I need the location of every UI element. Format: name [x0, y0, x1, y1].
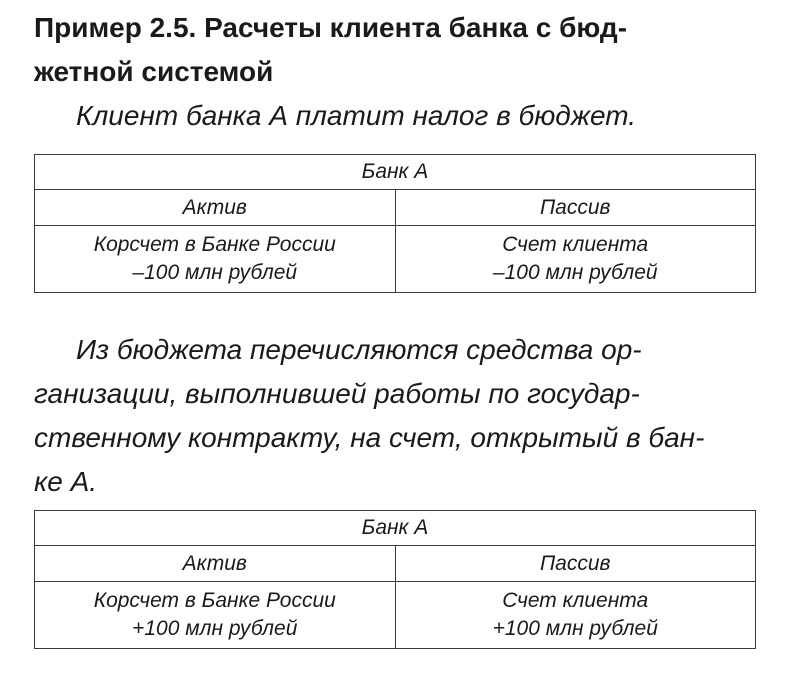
paragraph-transfer [34, 328, 754, 504]
paragraph-tax-text: Клиент банка А платит налог в бюджет. [76, 100, 637, 131]
paragraph-transfer-line4: ке А. [34, 466, 98, 497]
table2-asset-amount: +100 млн рублей [132, 617, 298, 640]
table1-asset-amount: –100 млн рублей [132, 261, 298, 284]
paragraph-tax [34, 94, 636, 138]
heading-line1: Пример 2.5. Расчеты клиента банка с бюд- [34, 12, 628, 43]
balance-table-2 [34, 510, 756, 649]
table1-liabilities-header: Пассив [395, 190, 756, 226]
balance-table-1 [34, 154, 756, 293]
heading-line2: жетной системой [34, 56, 274, 87]
table2-liabilities-cell [395, 582, 756, 649]
table1-assets-header: Актив [35, 190, 396, 226]
table2-assets-cell [35, 582, 396, 649]
table1-liability-amount: –100 млн рублей [492, 261, 658, 284]
table2-asset-account: Корсчет в Банке России [93, 589, 336, 612]
table1-liabilities-cell [395, 226, 756, 293]
table1-bank-header: Банк А [35, 155, 756, 190]
paragraph-transfer-line1: Из бюджета перечисляются средства ор- [76, 334, 642, 365]
table2-liabilities-header: Пассив [395, 546, 756, 582]
table1-assets-cell [35, 226, 396, 293]
table2-liability-amount: +100 млн рублей [492, 617, 658, 640]
table2-bank-header: Банк А [35, 511, 756, 546]
table2-liability-account: Счет клиента [502, 589, 649, 612]
table1-liability-account: Счет клиента [502, 233, 649, 256]
table1-asset-account: Корсчет в Банке России [93, 233, 336, 256]
table2-assets-header: Актив [35, 546, 396, 582]
paragraph-transfer-line2: ганизации, выполнившей работы по государ- [34, 378, 640, 409]
paragraph-transfer-line3: ственному контракту, на счет, открытый в бан- [34, 422, 705, 453]
example-heading [34, 6, 774, 94]
